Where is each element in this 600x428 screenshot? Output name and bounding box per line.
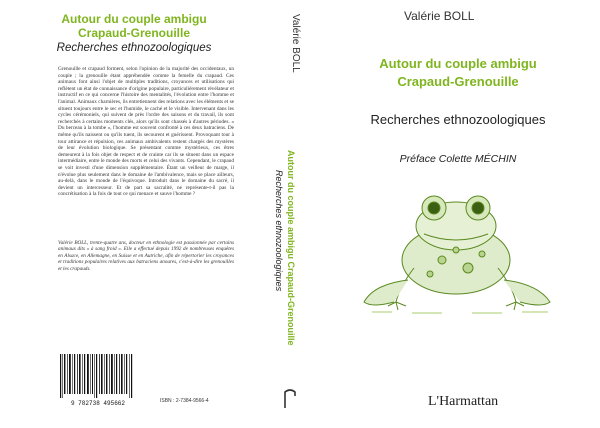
preface: Préface Colette MÉCHIN (399, 153, 517, 165)
publisher (428, 394, 498, 410)
front-author: Valérie BOLL (404, 9, 475, 23)
back-blurb: Grenouille et crapaud forment, selon l'opinion de la majorité des occidentaux, un couple ; la grenouille étant appréhendée comme la femelle du crapaud. Ces animaux font ainsi l'objet de multiples traditions, croyances et utilisations qui reflètent un état de connaissance d'origine populaire, particulièrement révélateur et instructif en ce qui concerne l'histoire des mentalités, l'évolution entre l'homme et l'animal. Animaux charnières, ils entretiennent des relations avec les éléments et se situent toujours entre le sec et l'humide, le caché et le visible. Intervenant dans les cycles cérémoniels, qui suivent de près l'ordre des saisons et du travail, ils sont recherchés à certains moments clés, alors qu'ils sont chassés à d'autres périodes. « Du berceau à la tombe », l'homme est souvent confronté à ces deux batraciens. De même qu'ils naissent ou qu'ils tuent, ils secourent et guérissent. Provoquant tour à tour attirance et répulsion, ces animaux ambivalents restent chargés des mystères de leur évolution biologique. Se présentant comme mystérieux, ces êtres demeurent à la fois objet de respect et de crainte car ils se situent dans un espace intermédiaire, entre le monde des morts et celui des vivants. Cependant, le crapaud se voit investi d'une dimension supplémentaire. Étant un veilleur de marge, il n'évolue plus seulement dans le domaine de l'ambivalence, mais se place ailleurs, au-delà, dans le monde de l'équivoque. Introduit dans le domaine du sacré, il devient un intercesseur. Et de part sa sacralité, ne représente-t-il pas la concrétisation à la fois de tout ce qui menace et sauve l'homme ? (58, 66, 234, 198)
spine-author: Valérie BOLL (290, 14, 301, 73)
barcode-number: 9 782738 495662 (70, 400, 126, 407)
back-title-line2: Crapaud-Grenouille (77, 26, 190, 40)
front-title-line2: Crapaud-Grenouille (397, 74, 519, 89)
barcode-icon (56, 352, 140, 408)
frog-illustration (352, 176, 564, 316)
barcode (56, 352, 140, 408)
publisher-logo-icon (283, 388, 297, 410)
spine-subtitle: Recherches ethnozoologiques (274, 170, 284, 292)
back-subtitle: Recherches ethnozoologiques (56, 42, 212, 54)
publisher-name: L'Harmattan (428, 394, 499, 409)
frog-icon (352, 176, 564, 316)
isbn: ISBN : 2-7384-9566-4 (160, 398, 209, 404)
front-title-line1: Autour du couple ambigu (379, 56, 537, 71)
spine-publisher-logo (283, 388, 297, 415)
front-subtitle: Recherches ethnozoologiques (370, 112, 546, 127)
spine-title: Autour du couple ambigu Crapaud-Grenouille (286, 150, 296, 346)
author-bio: Valérie BOLL, trente-quatre ans, docteur en ethnologie est passionnée par certains animaux dits « à sang froid ». Elle a effectué depuis 1992 de nombreuses enquêtes en Alsace, en Allemagne, en Suisse et en Autriche, afin de répertorier les croyances et traditions populaires relatives aux batraciens anoures, c'est-à-dire les grenouilles et les crapauds. (58, 240, 234, 272)
back-title-line1: Autour du couple ambigu (61, 12, 207, 26)
